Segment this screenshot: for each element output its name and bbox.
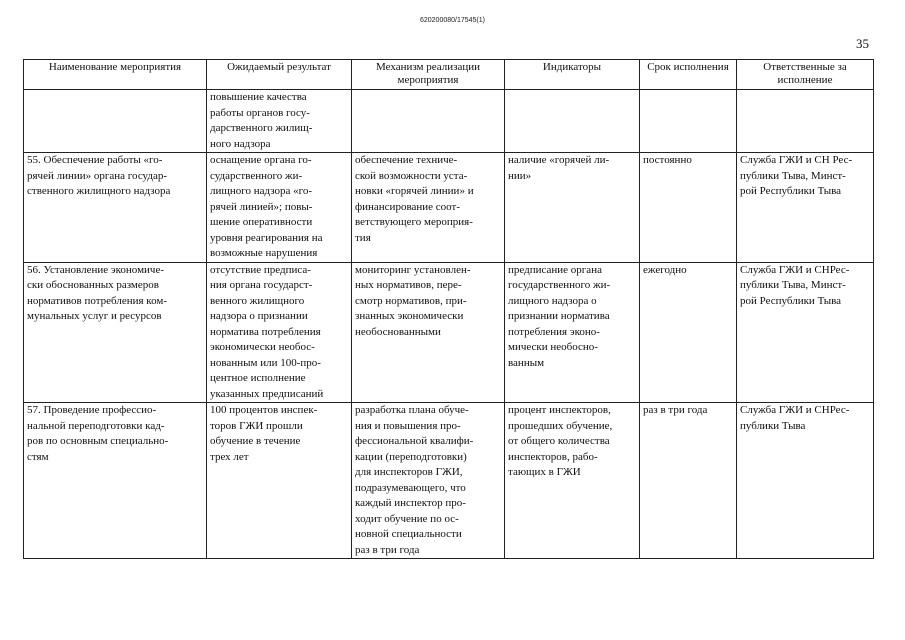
table-cell	[737, 90, 874, 153]
table-cell: постоянно	[640, 153, 737, 263]
table-cell: ежегодно	[640, 262, 737, 403]
header-cell: Индикаторы	[505, 60, 640, 90]
table-cell	[24, 90, 207, 153]
table-row	[24, 403, 874, 559]
table-cell: 100 процентов инспек- торов ГЖИ прошли обучение в течение трех лет	[207, 403, 352, 559]
table-cell: разработка плана обуче- ния и повышения про- фессиональной квалифи- кации (переподготовки) для инспекторов ГЖИ, подразумевающего, что каждый инспектор про- ходит обучение по ос- новной специальности раз в три года	[352, 403, 505, 559]
document-id: 620200080/17545(1)	[419, 17, 485, 24]
table-cell: обеспечение техниче- ской возможности уста- новки «горячей линии» и финансирование соот- ветствующего мероприя- тия	[352, 153, 505, 263]
table-cell: мониторинг установлен- ных нормативов, пере- смотр нормативов, при- знанных экономически необоснованными	[352, 262, 505, 403]
table-cell: оснащение органа го- сударственного жи- лищного надзора «го- рячей линией»; повы- шение оперативности уровня реагирования на возможные нарушения	[207, 153, 352, 263]
header-cell: Наименование мероприятия	[24, 60, 207, 90]
measures-table	[23, 59, 874, 559]
table-cell: 56. Установление экономиче- ски обоснованных размеров нормативов потребления ком- мунальных услуг и ресурсов	[24, 262, 207, 403]
table-header-row	[24, 60, 874, 90]
table-cell	[505, 90, 640, 153]
table-cell: предписание органа государственного жи- лищного надзора о признании норматива потребления эконо- мически необосно- ванным	[505, 262, 640, 403]
table-cell: Служба ГЖИ и СН Рес- публики Тыва, Минст- рой Республики Тыва	[737, 153, 874, 263]
table-cell: раз в три года	[640, 403, 737, 559]
table-cell: повышение качества работы органов госу- дарственного жилищ- ного надзора	[207, 90, 352, 153]
page-number: 35	[856, 36, 869, 51]
table-row	[24, 262, 874, 403]
table-cell	[640, 90, 737, 153]
header-cell: Ответственные за исполнение	[737, 60, 874, 90]
table-cell: процент инспекторов, прошедших обучение, от общего количества инспекторов, рабо- тающих в ГЖИ	[505, 403, 640, 559]
table-cell: 57. Проведение профессио- нальной переподготовки кад- ров по основным специально- стям	[24, 403, 207, 559]
table-cell: отсутствие предписа- ния органа государст- венного жилищного надзора о признании норматива потребления экономически необос- нованным или 100-про- центное исполнение указанных предписаний	[207, 262, 352, 403]
table-cell: Служба ГЖИ и СНРес- публики Тыва	[737, 403, 874, 559]
header-cell: Срок исполнения	[640, 60, 737, 90]
header-cell: Ожидаемый результат	[207, 60, 352, 90]
header-cell: Механизм реализации мероприятия	[352, 60, 505, 90]
table-cell: наличие «горячей ли- нии»	[505, 153, 640, 263]
table-cell	[352, 90, 505, 153]
table-row	[24, 153, 874, 263]
table-row	[24, 90, 874, 153]
table-cell: 55. Обеспечение работы «го- рячей линии» органа государ- ственного жилищного надзора	[24, 153, 207, 263]
table-cell: Служба ГЖИ и СНРес- публики Тыва, Минст- рой Республики Тыва	[737, 262, 874, 403]
